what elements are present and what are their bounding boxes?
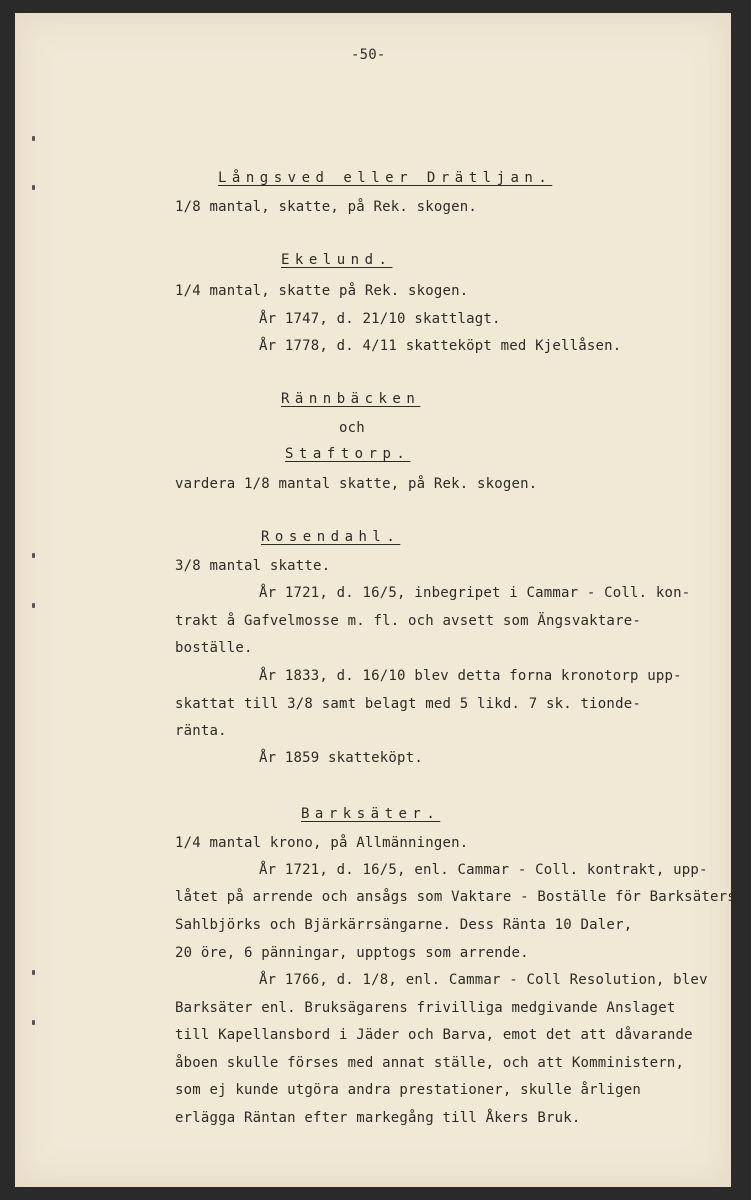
text-line: till Kapellansbord i Jäder och Barva, emot det att dåvarande bbox=[175, 1027, 693, 1043]
heading-ekelund: Ekelund. bbox=[281, 252, 393, 268]
text-line: År 1747, d. 21/10 skattlagt. bbox=[259, 311, 501, 327]
binder-hole-mark bbox=[32, 970, 35, 975]
heading-staftorp: Staftorp. bbox=[285, 446, 411, 462]
text-line: som ej kunde utgöra andra prestationer, skulle årligen bbox=[175, 1082, 641, 1098]
text-line: År 1766, d. 1/8, enl. Cammar - Coll Resolution, blev bbox=[259, 972, 708, 988]
text-line: vardera 1/8 mantal skatte, på Rek. skogen. bbox=[175, 476, 538, 492]
connector-och: och bbox=[339, 420, 365, 436]
heading-barksater: Barksäter. bbox=[301, 806, 441, 822]
text-line: Barksäter enl. Bruksägarens frivilliga medgivande Anslaget bbox=[175, 1000, 676, 1016]
text-line: År 1859 skatteköpt. bbox=[259, 750, 423, 766]
binder-hole-mark bbox=[32, 1020, 35, 1025]
text-line: 1/4 mantal, skatte på Rek. skogen. bbox=[175, 283, 469, 299]
text-line: låtet på arrende och ansågs som Vaktare - Boställe för Barksäters, bbox=[175, 889, 745, 905]
text-line: erlägga Räntan efter markegång till Åkers Bruk. bbox=[175, 1110, 581, 1126]
page-number: -50- bbox=[351, 47, 386, 63]
text-line: 3/8 mantal skatte. bbox=[175, 558, 331, 574]
document-page bbox=[15, 13, 745, 1187]
heading-rosendahl: Rosendahl. bbox=[261, 529, 401, 545]
text-line: År 1721, d. 16/5, enl. Cammar - Coll. kontrakt, upp- bbox=[259, 862, 708, 878]
typewritten-text bbox=[15, 13, 745, 1187]
text-line: 20 öre, 6 pänningar, upptogs som arrende. bbox=[175, 945, 529, 961]
binder-hole-mark bbox=[32, 185, 35, 190]
text-line: År 1721, d. 16/5, inbegripet i Cammar - Coll. kon- bbox=[259, 585, 691, 601]
binder-hole-mark bbox=[32, 603, 35, 608]
text-line: skattat till 3/8 samt belagt med 5 likd. 7 sk. tionde- bbox=[175, 696, 641, 712]
binder-hole-mark bbox=[32, 553, 35, 558]
text-line: 1/4 mantal krono, på Allmänningen. bbox=[175, 835, 469, 851]
heading-rannbacken: Rännbäcken bbox=[281, 391, 421, 407]
text-line: 1/8 mantal, skatte, på Rek. skogen. bbox=[175, 199, 478, 215]
text-line: År 1833, d. 16/10 blev detta forna kronotorp upp- bbox=[259, 668, 682, 684]
heading-langsved: Långsved eller Drätljan. bbox=[218, 170, 553, 186]
text-line: boställe. bbox=[175, 640, 253, 656]
text-line: ränta. bbox=[175, 723, 227, 739]
text-line: åboen skulle förses med annat ställe, och att Komministern, bbox=[175, 1055, 685, 1071]
binder-hole-mark bbox=[32, 136, 35, 141]
text-line: Sahlbjörks och Bjärkärrsängarne. Dess Ränta 10 Daler, bbox=[175, 917, 633, 933]
text-line: trakt å Gafvelmosse m. fl. och avsett som Ängsvaktare- bbox=[175, 613, 641, 629]
text-line: År 1778, d. 4/11 skatteköpt med Kjellåsen. bbox=[259, 338, 622, 354]
